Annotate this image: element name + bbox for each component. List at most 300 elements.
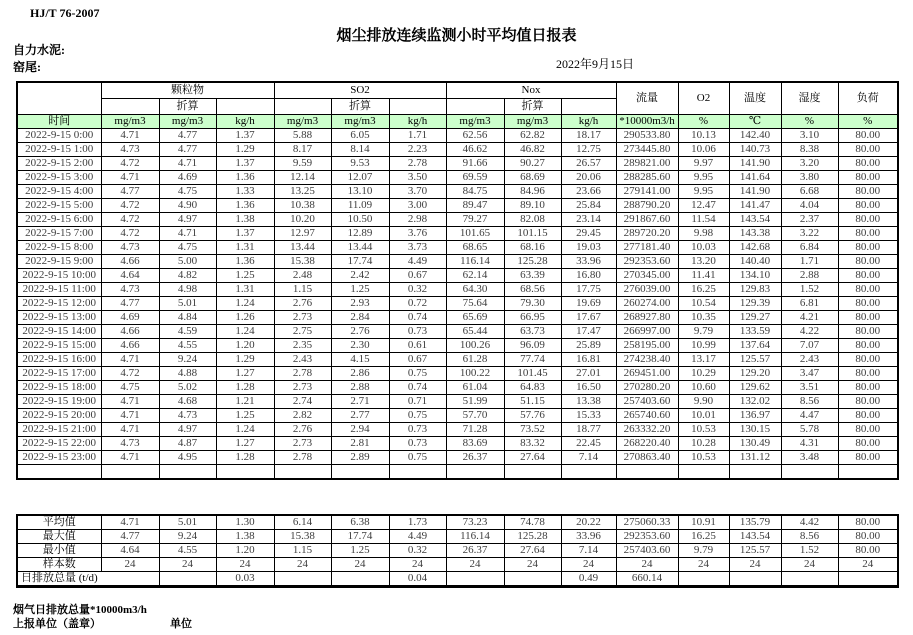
value-cell: 3.50 xyxy=(389,171,446,185)
value-cell: 4.64 xyxy=(101,269,159,283)
value-cell: 129.20 xyxy=(729,367,781,381)
unit-cell: mg/m3 xyxy=(446,115,504,129)
value-cell: 80.00 xyxy=(838,423,898,437)
value-cell: 7.07 xyxy=(781,339,838,353)
value-cell: 4.55 xyxy=(159,544,216,558)
summary-rows xyxy=(17,515,898,587)
value-cell: 3.00 xyxy=(389,199,446,213)
value-cell: 101.65 xyxy=(446,227,504,241)
summary-table xyxy=(16,514,899,588)
value-cell: 2.73 xyxy=(274,437,331,451)
group-header-so2: SO2 xyxy=(274,82,446,99)
value-cell: 140.40 xyxy=(729,255,781,269)
value-cell: 80.00 xyxy=(838,297,898,311)
value-cell: 277181.40 xyxy=(616,241,678,255)
value-cell: 2.78 xyxy=(389,157,446,171)
blank-cell xyxy=(216,465,274,480)
value-cell: 80.00 xyxy=(838,143,898,157)
value-cell: 84.75 xyxy=(446,185,504,199)
value-cell: 0.75 xyxy=(389,409,446,423)
value-cell: 90.27 xyxy=(504,157,561,171)
unit-cell: ℃ xyxy=(729,115,781,129)
blank-cell xyxy=(274,99,331,115)
value-cell: 263332.20 xyxy=(616,423,678,437)
blank-cell xyxy=(101,465,159,480)
value-cell: 6.14 xyxy=(274,515,331,530)
value-cell: 2.76 xyxy=(331,325,389,339)
summary-label-cell: 样本数 xyxy=(17,558,101,572)
time-cell: 2022-9-15 14:00 xyxy=(17,325,101,339)
time-cell: 2022-9-15 23:00 xyxy=(17,451,101,465)
value-cell: 2.94 xyxy=(331,423,389,437)
hourly-data-row xyxy=(17,297,898,311)
value-cell: 80.00 xyxy=(838,325,898,339)
value-cell: 3.70 xyxy=(389,185,446,199)
value-cell: 71.28 xyxy=(446,423,504,437)
value-cell: 4.75 xyxy=(159,185,216,199)
value-cell: 10.28 xyxy=(678,437,729,451)
hourly-data-row xyxy=(17,395,898,409)
value-cell: 131.12 xyxy=(729,451,781,465)
value-cell: 100.26 xyxy=(446,339,504,353)
value-cell: 80.00 xyxy=(838,451,898,465)
value-cell: 46.62 xyxy=(446,143,504,157)
value-cell: 1.36 xyxy=(216,199,274,213)
value-cell: 292353.60 xyxy=(616,530,678,544)
value-cell: 4.73 xyxy=(101,437,159,451)
value-cell: 5.00 xyxy=(159,255,216,269)
hourly-data-row xyxy=(17,353,898,367)
value-cell: 51.15 xyxy=(504,395,561,409)
value-cell: 4.71 xyxy=(101,515,159,530)
value-cell: 125.28 xyxy=(504,255,561,269)
time-cell: 2022-9-15 10:00 xyxy=(17,269,101,283)
value-cell: 101.15 xyxy=(504,227,561,241)
value-cell: 4.49 xyxy=(389,530,446,544)
value-cell: 1.28 xyxy=(216,451,274,465)
time-cell: 2022-9-15 20:00 xyxy=(17,409,101,423)
summary-row xyxy=(17,544,898,558)
blank-cell xyxy=(781,465,838,480)
value-cell: 80.00 xyxy=(838,241,898,255)
time-header: 时间 xyxy=(17,115,101,129)
value-cell: 258195.00 xyxy=(616,339,678,353)
value-cell: 10.01 xyxy=(678,409,729,423)
value-cell: 7.14 xyxy=(561,544,616,558)
value-cell: 17.67 xyxy=(561,311,616,325)
value-cell: 6.81 xyxy=(781,297,838,311)
value-cell: 270345.00 xyxy=(616,269,678,283)
value-cell: 7.14 xyxy=(561,451,616,465)
value-cell: 24 xyxy=(678,558,729,572)
value-cell: 260274.00 xyxy=(616,297,678,311)
blank-cell xyxy=(331,465,389,480)
value-cell: 6.05 xyxy=(331,129,389,143)
unit-cell: *10000m3/h xyxy=(616,115,678,129)
value-cell: 9.98 xyxy=(678,227,729,241)
value-cell: 2.23 xyxy=(389,143,446,157)
value-cell: 4.77 xyxy=(159,129,216,143)
value-cell: 16.81 xyxy=(561,353,616,367)
value-cell: 274238.40 xyxy=(616,353,678,367)
value-cell: 4.73 xyxy=(101,143,159,157)
value-cell: 18.17 xyxy=(561,129,616,143)
value-cell: 141.90 xyxy=(729,157,781,171)
value-cell: 4.88 xyxy=(159,367,216,381)
value-cell: 268927.80 xyxy=(616,311,678,325)
value-cell: 2.76 xyxy=(274,423,331,437)
time-cell: 2022-9-15 15:00 xyxy=(17,339,101,353)
value-cell: 1.20 xyxy=(216,339,274,353)
group-header-nox: Nox xyxy=(446,82,616,99)
blank-cell xyxy=(389,465,446,480)
value-cell: 276039.00 xyxy=(616,283,678,297)
converted-label-pm: 折算 xyxy=(159,99,216,115)
value-cell: 24 xyxy=(616,558,678,572)
value-cell: 12.75 xyxy=(561,143,616,157)
value-cell xyxy=(838,572,898,587)
value-cell: 5.78 xyxy=(781,423,838,437)
value-cell: 10.35 xyxy=(678,311,729,325)
value-cell: 292353.60 xyxy=(616,255,678,269)
value-cell: 4.66 xyxy=(101,255,159,269)
value-cell: 83.69 xyxy=(446,437,504,451)
daily-total-label-cell: 日排放总量 (t/d) xyxy=(17,572,159,587)
time-cell: 2022-9-15 18:00 xyxy=(17,381,101,395)
value-cell: 6.84 xyxy=(781,241,838,255)
value-cell: 12.47 xyxy=(678,199,729,213)
value-cell: 6.68 xyxy=(781,185,838,199)
header-group-row xyxy=(17,82,898,99)
value-cell: 26.37 xyxy=(446,451,504,465)
time-cell: 2022-9-15 4:00 xyxy=(17,185,101,199)
value-cell: 4.77 xyxy=(101,297,159,311)
value-cell: 9.95 xyxy=(678,185,729,199)
value-cell: 0.04 xyxy=(389,572,446,587)
blank-cell xyxy=(274,465,331,480)
value-cell: 4.22 xyxy=(781,325,838,339)
time-cell: 2022-9-15 19:00 xyxy=(17,395,101,409)
value-cell: 20.06 xyxy=(561,171,616,185)
value-cell: 64.30 xyxy=(446,283,504,297)
value-cell: 10.13 xyxy=(678,129,729,143)
value-cell: 2.43 xyxy=(781,353,838,367)
value-cell: 279141.00 xyxy=(616,185,678,199)
value-cell: 80.00 xyxy=(838,353,898,367)
value-cell: 4.71 xyxy=(101,353,159,367)
value-cell: 91.66 xyxy=(446,157,504,171)
value-cell: 289720.20 xyxy=(616,227,678,241)
value-cell: 25.89 xyxy=(561,339,616,353)
hourly-data-row xyxy=(17,171,898,185)
value-cell: 265740.60 xyxy=(616,409,678,423)
value-cell: 141.90 xyxy=(729,185,781,199)
blank-cell xyxy=(504,465,561,480)
value-cell: 13.44 xyxy=(331,241,389,255)
value-cell: 142.40 xyxy=(729,129,781,143)
value-cell: 80.00 xyxy=(838,339,898,353)
value-cell xyxy=(274,572,331,587)
value-cell: 133.59 xyxy=(729,325,781,339)
value-cell: 0.32 xyxy=(389,544,446,558)
value-cell: 1.29 xyxy=(216,143,274,157)
value-cell: 80.00 xyxy=(838,255,898,269)
value-cell: 33.96 xyxy=(561,255,616,269)
value-cell: 4.97 xyxy=(159,213,216,227)
value-cell: 12.97 xyxy=(274,227,331,241)
value-cell: 4.71 xyxy=(101,171,159,185)
value-cell: 130.49 xyxy=(729,437,781,451)
value-cell: 1.25 xyxy=(331,544,389,558)
hourly-data-row xyxy=(17,185,898,199)
value-cell: 9.24 xyxy=(159,530,216,544)
value-cell: 3.73 xyxy=(389,241,446,255)
value-cell: 13.10 xyxy=(331,185,389,199)
value-cell: 2.71 xyxy=(331,395,389,409)
value-cell: 0.73 xyxy=(389,437,446,451)
value-cell: 80.00 xyxy=(838,530,898,544)
value-cell: 0.67 xyxy=(389,269,446,283)
value-cell: 2.89 xyxy=(331,451,389,465)
unit-cell: % xyxy=(838,115,898,129)
value-cell: 19.03 xyxy=(561,241,616,255)
hourly-data-row xyxy=(17,325,898,339)
time-cell: 2022-9-15 8:00 xyxy=(17,241,101,255)
value-cell: 16.25 xyxy=(678,283,729,297)
value-cell: 1.36 xyxy=(216,255,274,269)
value-cell: 80.00 xyxy=(838,213,898,227)
unit-cell: mg/m3 xyxy=(504,115,561,129)
value-cell: 8.56 xyxy=(781,530,838,544)
value-cell: 4.47 xyxy=(781,409,838,423)
value-cell: 0.61 xyxy=(389,339,446,353)
blank-cell xyxy=(561,99,616,115)
value-cell: 0.74 xyxy=(389,381,446,395)
value-cell: 4.71 xyxy=(159,227,216,241)
value-cell: 1.37 xyxy=(216,157,274,171)
value-cell: 2.43 xyxy=(274,353,331,367)
value-cell: 4.73 xyxy=(159,409,216,423)
value-cell: 2.74 xyxy=(274,395,331,409)
value-cell: 63.73 xyxy=(504,325,561,339)
location-label: 窑尾: xyxy=(13,60,41,74)
time-cell: 2022-9-15 11:00 xyxy=(17,283,101,297)
value-cell: 2.78 xyxy=(274,367,331,381)
value-cell: 4.87 xyxy=(159,437,216,451)
value-cell: 5.02 xyxy=(159,381,216,395)
value-cell: 2.42 xyxy=(331,269,389,283)
value-cell: 73.23 xyxy=(446,515,504,530)
value-cell: 275060.33 xyxy=(616,515,678,530)
value-cell: 4.69 xyxy=(159,171,216,185)
value-cell: 16.25 xyxy=(678,530,729,544)
value-cell: 4.75 xyxy=(101,381,159,395)
value-cell: 24 xyxy=(331,558,389,572)
value-cell: 13.25 xyxy=(274,185,331,199)
value-cell: 4.66 xyxy=(101,339,159,353)
value-cell: 96.09 xyxy=(504,339,561,353)
header-flow: 流量 xyxy=(616,82,678,115)
hourly-data-row xyxy=(17,283,898,297)
value-cell: 4.90 xyxy=(159,199,216,213)
value-cell: 12.89 xyxy=(331,227,389,241)
value-cell: 63.39 xyxy=(504,269,561,283)
value-cell: 0.67 xyxy=(389,353,446,367)
value-cell: 1.33 xyxy=(216,185,274,199)
value-cell: 1.37 xyxy=(216,227,274,241)
value-cell: 4.49 xyxy=(389,255,446,269)
value-cell: 15.33 xyxy=(561,409,616,423)
value-cell: 25.84 xyxy=(561,199,616,213)
summary-row xyxy=(17,530,898,544)
value-cell: 9.24 xyxy=(159,353,216,367)
value-cell: 18.77 xyxy=(561,423,616,437)
blank-cell xyxy=(446,99,504,115)
hourly-rows xyxy=(17,129,898,480)
value-cell: 116.14 xyxy=(446,255,504,269)
value-cell: 24 xyxy=(446,558,504,572)
value-cell: 22.45 xyxy=(561,437,616,451)
value-cell: 130.15 xyxy=(729,423,781,437)
value-cell: 80.00 xyxy=(838,437,898,451)
report-date: 2022年9月15日 xyxy=(556,57,635,71)
value-cell: 140.73 xyxy=(729,143,781,157)
value-cell: 660.14 xyxy=(616,572,678,587)
value-cell: 80.00 xyxy=(838,544,898,558)
value-cell: 12.14 xyxy=(274,171,331,185)
value-cell: 2.48 xyxy=(274,269,331,283)
value-cell: 82.08 xyxy=(504,213,561,227)
value-cell: 17.47 xyxy=(561,325,616,339)
blank-cell xyxy=(216,99,274,115)
value-cell: 13.17 xyxy=(678,353,729,367)
empty-row xyxy=(17,465,898,480)
value-cell: 64.83 xyxy=(504,381,561,395)
value-cell: 1.29 xyxy=(216,353,274,367)
value-cell: 1.31 xyxy=(216,241,274,255)
value-cell: 11.09 xyxy=(331,199,389,213)
value-cell: 0.03 xyxy=(216,572,274,587)
value-cell: 9.95 xyxy=(678,171,729,185)
value-cell: 136.97 xyxy=(729,409,781,423)
value-cell: 27.64 xyxy=(504,451,561,465)
value-cell: 4.75 xyxy=(159,241,216,255)
value-cell: 4.72 xyxy=(101,199,159,213)
value-cell: 15.38 xyxy=(274,530,331,544)
value-cell: 1.38 xyxy=(216,530,274,544)
value-cell: 8.38 xyxy=(781,143,838,157)
time-cell: 2022-9-15 7:00 xyxy=(17,227,101,241)
value-cell: 288285.60 xyxy=(616,171,678,185)
hourly-data-row xyxy=(17,255,898,269)
value-cell: 80.00 xyxy=(838,129,898,143)
value-cell: 80.00 xyxy=(838,515,898,530)
value-cell: 10.91 xyxy=(678,515,729,530)
value-cell: 17.75 xyxy=(561,283,616,297)
value-cell: 24 xyxy=(159,558,216,572)
value-cell: 2.84 xyxy=(331,311,389,325)
value-cell: 1.71 xyxy=(389,129,446,143)
value-cell: 4.84 xyxy=(159,311,216,325)
value-cell: 24 xyxy=(729,558,781,572)
value-cell: 6.38 xyxy=(331,515,389,530)
value-cell: 3.10 xyxy=(781,129,838,143)
company-label: 自力水泥: xyxy=(13,43,65,57)
value-cell: 0.75 xyxy=(389,451,446,465)
value-cell: 26.57 xyxy=(561,157,616,171)
time-cell: 2022-9-15 1:00 xyxy=(17,143,101,157)
summary-row xyxy=(17,558,898,572)
value-cell: 3.47 xyxy=(781,367,838,381)
value-cell: 0.75 xyxy=(389,367,446,381)
value-cell: 68.16 xyxy=(504,241,561,255)
value-cell: 1.31 xyxy=(216,283,274,297)
time-cell: 2022-9-15 13:00 xyxy=(17,311,101,325)
summary-label-cell: 最小值 xyxy=(17,544,101,558)
value-cell xyxy=(781,572,838,587)
value-cell: 1.24 xyxy=(216,325,274,339)
value-cell: 24 xyxy=(389,558,446,572)
value-cell: 1.26 xyxy=(216,311,274,325)
hourly-data-row xyxy=(17,199,898,213)
value-cell: 1.20 xyxy=(216,544,274,558)
value-cell: 101.45 xyxy=(504,367,561,381)
value-cell: 10.20 xyxy=(274,213,331,227)
value-cell: 1.71 xyxy=(781,255,838,269)
value-cell: 62.14 xyxy=(446,269,504,283)
value-cell: 0.73 xyxy=(389,423,446,437)
value-cell: 2.93 xyxy=(331,297,389,311)
blank-cell xyxy=(616,465,678,480)
hourly-data-row xyxy=(17,367,898,381)
flue-daily-total-label: 烟气日排放总量*10000m3/h xyxy=(13,604,147,616)
header-humidity: 湿度 xyxy=(781,82,838,115)
value-cell: 129.83 xyxy=(729,283,781,297)
value-cell: 80.00 xyxy=(838,171,898,185)
value-cell: 68.65 xyxy=(446,241,504,255)
value-cell: 2.37 xyxy=(781,213,838,227)
value-cell: 0.32 xyxy=(389,283,446,297)
unit-cell: kg/h xyxy=(389,115,446,129)
value-cell: 4.71 xyxy=(101,451,159,465)
value-cell: 143.38 xyxy=(729,227,781,241)
value-cell: 8.17 xyxy=(274,143,331,157)
value-cell: 4.77 xyxy=(159,143,216,157)
value-cell: 24 xyxy=(101,558,159,572)
value-cell: 80.00 xyxy=(838,283,898,297)
value-cell: 4.71 xyxy=(101,129,159,143)
value-cell: 2.82 xyxy=(274,409,331,423)
value-cell: 13.38 xyxy=(561,395,616,409)
value-cell: 10.53 xyxy=(678,451,729,465)
value-cell: 80.00 xyxy=(838,367,898,381)
value-cell: 24 xyxy=(216,558,274,572)
value-cell: 4.15 xyxy=(331,353,389,367)
value-cell: 57.70 xyxy=(446,409,504,423)
hourly-data-row xyxy=(17,157,898,171)
value-cell: 291867.60 xyxy=(616,213,678,227)
header-units-row xyxy=(17,115,898,129)
value-cell: 141.64 xyxy=(729,171,781,185)
value-cell: 2.73 xyxy=(274,381,331,395)
value-cell: 2.75 xyxy=(274,325,331,339)
time-cell: 2022-9-15 3:00 xyxy=(17,171,101,185)
hourly-data-row xyxy=(17,311,898,325)
value-cell: 143.54 xyxy=(729,530,781,544)
group-header-particulate: 颗粒物 xyxy=(101,82,274,99)
value-cell: 1.52 xyxy=(781,283,838,297)
value-cell: 80.00 xyxy=(838,199,898,213)
